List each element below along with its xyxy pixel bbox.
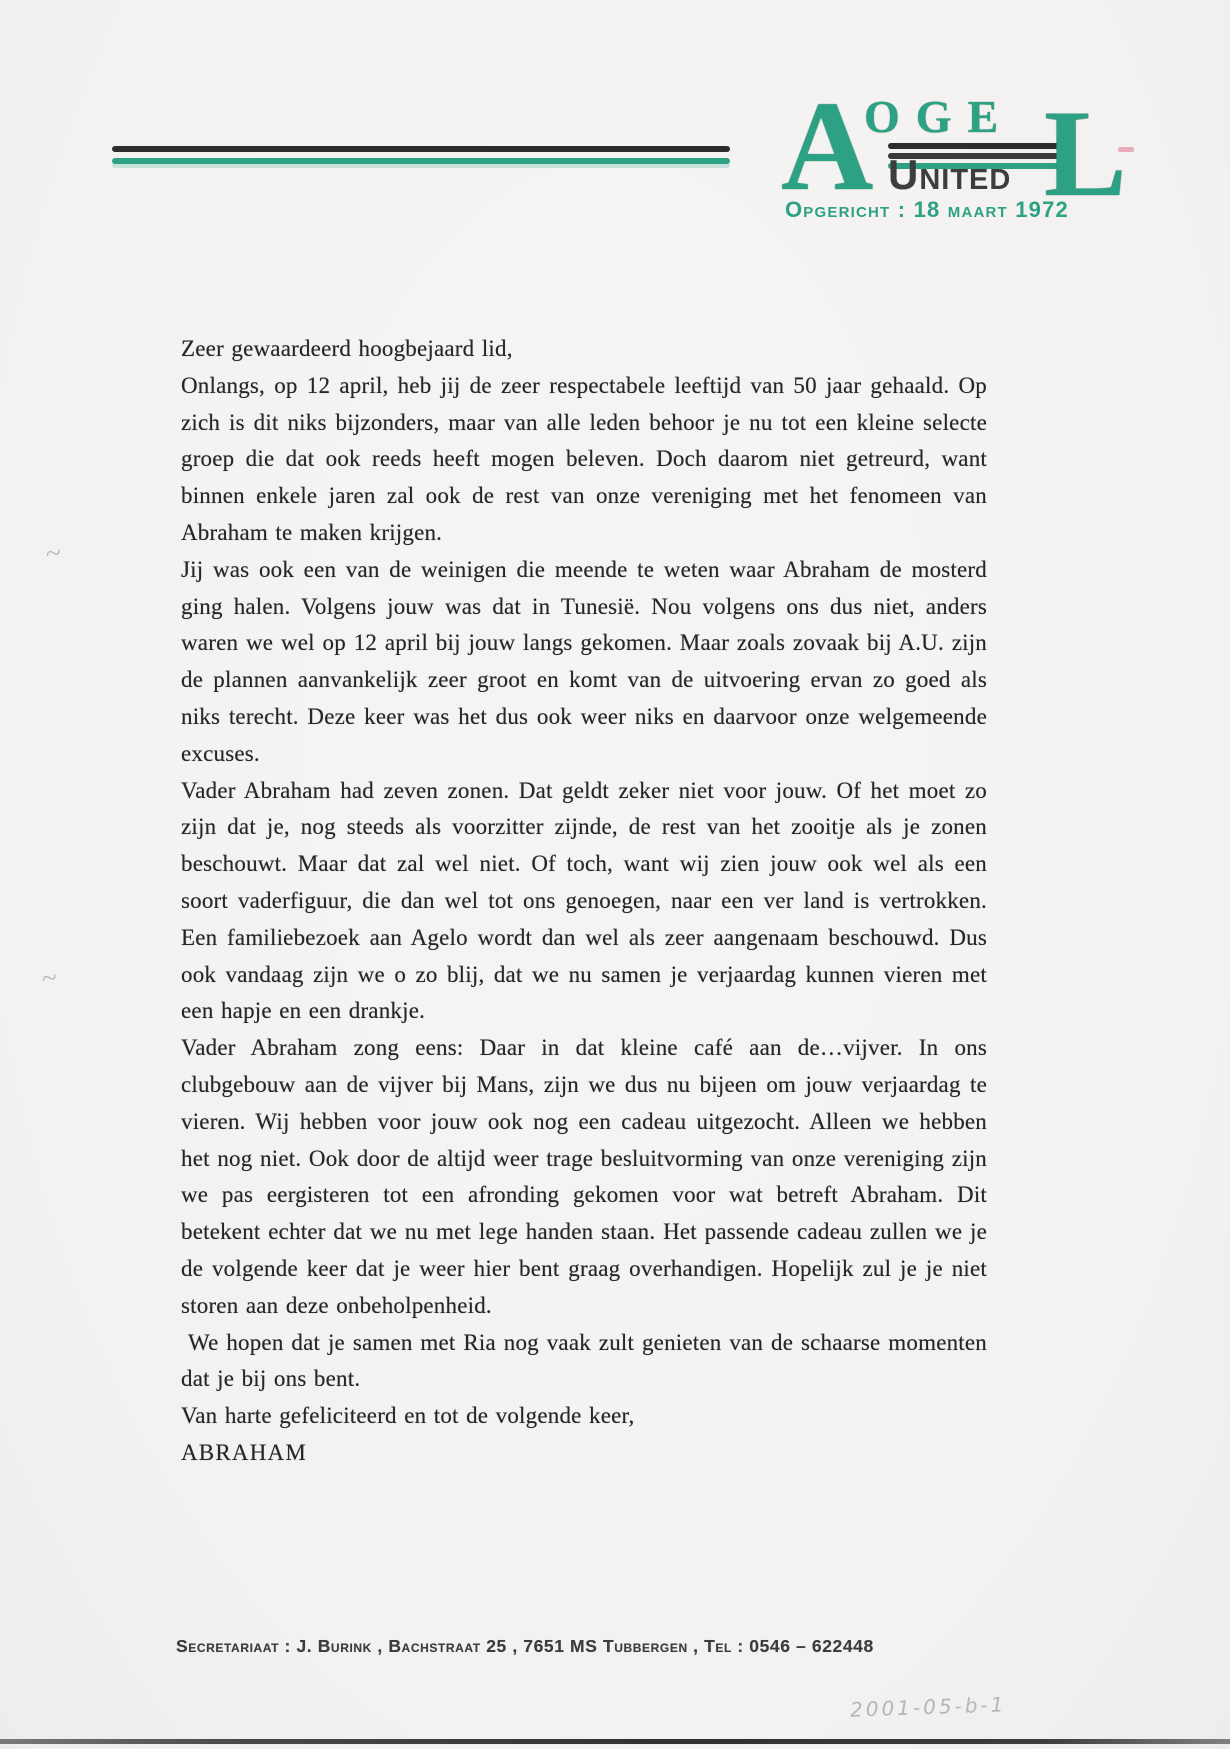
- paragraph-2: Jij was ook een van de weinigen die meende te weten waar Abraham de mosterd ging halen. Volgens jouw was dat in Tunesië. Nou volgens ons dus niet, anders waren we wel op 12 april bij jouw langs gekomen. Maar zoals zovaak bij A.U. zijn de plannen aanvankelijk zeer groot en komt van de uitvoering ervan zo goed als niks terecht. Deze keer was het dus ook weer niks en daarvoor onze welgemeende excuses.: [181, 556, 987, 766]
- margin-scan-mark: ~: [43, 537, 64, 570]
- margin-scan-mark: ~: [39, 962, 60, 995]
- paragraph-3: Vader Abraham had zeven zonen. Dat geldt zeker niet voor jouw. Of het moet zo zijn dat je, nog steeds als voorzitter zijnde, de rest van het zooitje als je zonen beschouwt. Maar dat zal wel niet. Of toch, want wij zien jouw ook wel als een soort vaderfiguur, die dan wel tot ons genoegen, naar een ver land is vertrokken. Een familiebezoek aan Agelo wordt dan wel als zeer aangenaam beschouwd. Dus ook vandaag zijn we o zo blij, dat we nu samen je verjaardag kunnen vieren met een hapje en een drankje.: [181, 777, 987, 1024]
- logo-letter-a: A: [781, 75, 874, 217]
- handwritten-date-note: 2001-05-b-1: [849, 1692, 1007, 1722]
- paragraph-5: We hopen dat je samen met Ria nog vaak zult genieten van de schaarse momenten dat je bij ons bent.: [181, 1329, 987, 1392]
- secretariat-footer: Secretariaat : J. Burink , Bachstraat 25 , 7651 MS Tubbergen , Tel : 0546 – 622448: [176, 1636, 874, 1656]
- scan-bottom-edge: [0, 1739, 1230, 1744]
- signature: ABRAHAM: [181, 1439, 307, 1465]
- salutation: Zeer gewaardeerd hoogbejaard lid,: [181, 336, 513, 361]
- letterhead-rule-left-dark: [112, 146, 730, 152]
- paragraph-4: Vader Abraham zong eens: Daar in dat kleine café aan de…vijver. In ons clubgebouw aan de vijver bij Mans, zijn we dus nu bijeen om jouw verjaardag te vieren. Wij hebben voor jouw ook nog een cadeau uitgezocht. Alleen we hebben het nog niet. Ook door de altijd weer trage besluitvorming van onze vereniging zijn we pas eergisteren tot een afronding gekomen voor wat betreft Abraham. Dit betekent echter dat we nu met lege handen staan. Het passende cadeau zullen we je de volgende keer dat je weer hier bent graag overhandigen. Hopelijk zul je je niet storen aan deze onbeholpenheid.: [181, 1035, 987, 1318]
- paragraph-1: Onlangs, op 12 april, heb jij de zeer respectabele leeftijd van 50 jaar gehaald. Op zich is dit niks bijzonders, maar van alle leden behoor je nu tot een kleine selecte groep die dat ook reeds heeft mogen beleven. Doch daarom niet getreurd, want binnen enkele jaren zal ook de rest van onze vereniging met het fenomeen van Abraham te maken krijgen.: [181, 372, 987, 545]
- founded-date-line: Opgericht : 18 maart 1972: [785, 197, 1069, 222]
- closing-line: Van harte gefeliciteerd en tot de volgende keer,: [181, 1403, 635, 1429]
- letterhead-rule-mid-dark-1: [888, 143, 1060, 149]
- logo-text-united: United: [888, 151, 1012, 198]
- letterhead-rule-left-green: [112, 158, 730, 164]
- letter-body: [181, 331, 987, 1472]
- logo-letter-l: L: [1044, 85, 1127, 222]
- logo-text-oge: OGE: [864, 91, 1015, 142]
